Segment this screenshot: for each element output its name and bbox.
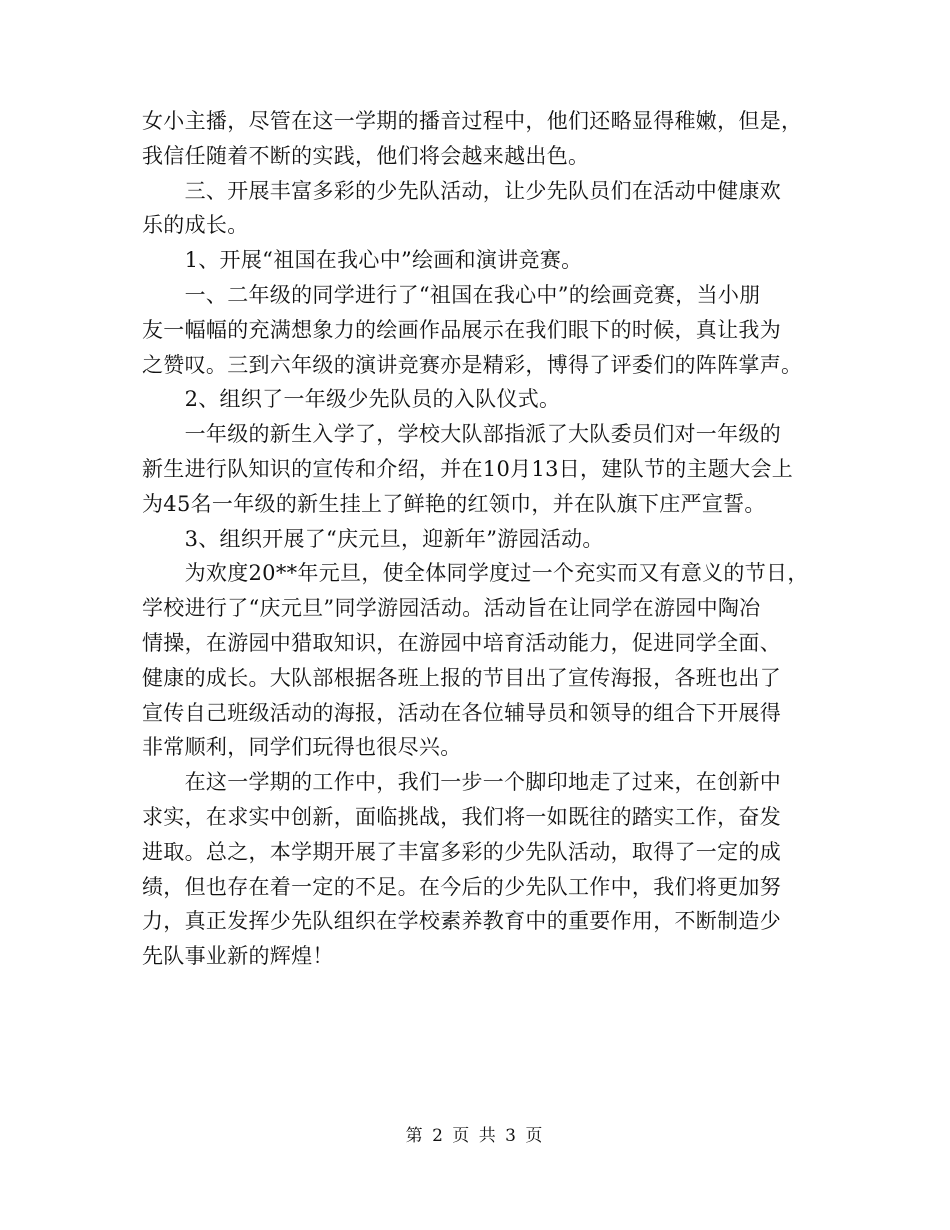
text-line: 进取。总之，本学期开展了丰富多彩的少先队活动，取得了一定的成 — [142, 839, 781, 864]
text-line: 力，真正发挥少先队组织在学校素养教育中的重要作用，不断制造少 — [142, 909, 781, 934]
text-line: 在这一学期的工作中，我们一步一个脚印地走了过来，在创新中 — [142, 770, 781, 795]
page-number-footer: 第 2 页 共 3 页 — [405, 1126, 545, 1146]
text-line: 新生进行队知识的宣传和介绍，并在10月13日，建队节的主题大会上 — [142, 456, 794, 481]
section-heading-line: 乐的成长。 — [142, 213, 249, 238]
subheading-line: 1、开展“祖国在我心中”绘画和演讲竞赛。 — [142, 248, 583, 273]
text-line: 友一幅幅的充满想象力的绘画作品展示在我们眼下的时候，真让我为 — [142, 317, 781, 342]
text-line: 先队事业新的辉煌！ — [142, 944, 334, 969]
text-line: 女小主播，尽管在这一学期的播音过程中，他们还略显得稚嫩，但是， — [142, 109, 803, 133]
text-line: 健康的成长。大队部根据各班上报的节目出了宣传海报，各班也出了 — [142, 665, 781, 690]
text-line: 我信任随着不断的实践，他们将会越来越出色。 — [142, 143, 590, 168]
text-line: 绩，但也存在着一定的不足。在今后的少先队工作中，我们将更加努 — [142, 874, 781, 899]
text-line: 情操，在游园中猎取知识，在游园中培育活动能力，促进同学全面、 — [142, 630, 781, 655]
text-line: 宣传自己班级活动的海报，活动在各位辅导员和领导的组合下开展得 — [142, 700, 781, 725]
subheading-line: 3、组织开展了“庆元旦，迎新年”游园活动。 — [142, 526, 604, 551]
text-line: 为45名一年级的新生挂上了鲜艳的红领巾，并在队旗下庄严宣誓。 — [142, 491, 766, 516]
text-line: 学校进行了“庆元旦”同学游园活动。活动旨在让同学在游园中陶冶 — [142, 596, 761, 621]
text-line: 非常顺利，同学们玩得也很尽兴。 — [142, 735, 462, 760]
document-body — [142, 104, 808, 974]
text-line: 一、二年级的同学进行了“祖国在我心中”的绘画竞赛，当小朋 — [142, 282, 761, 307]
text-line: 为欢度20**年元旦，使全体同学度过一个充实而又有意义的节日， — [142, 561, 809, 586]
subheading-line: 2、组织了一年级少先队员的入队仪式。 — [142, 387, 561, 412]
section-heading-line: 三、开展丰富多彩的少先队活动，让少先队员们在活动中健康欢 — [142, 178, 781, 203]
text-line: 一年级的新生入学了，学校大队部指派了大队委员们对一年级的 — [142, 422, 781, 447]
text-line: 求实，在求实中创新，面临挑战，我们将一如既往的踏实工作，奋发 — [142, 804, 781, 829]
text-line: 之赞叹。三到六年级的演讲竞赛亦是精彩，博得了评委们的阵阵掌声。 — [142, 352, 803, 377]
